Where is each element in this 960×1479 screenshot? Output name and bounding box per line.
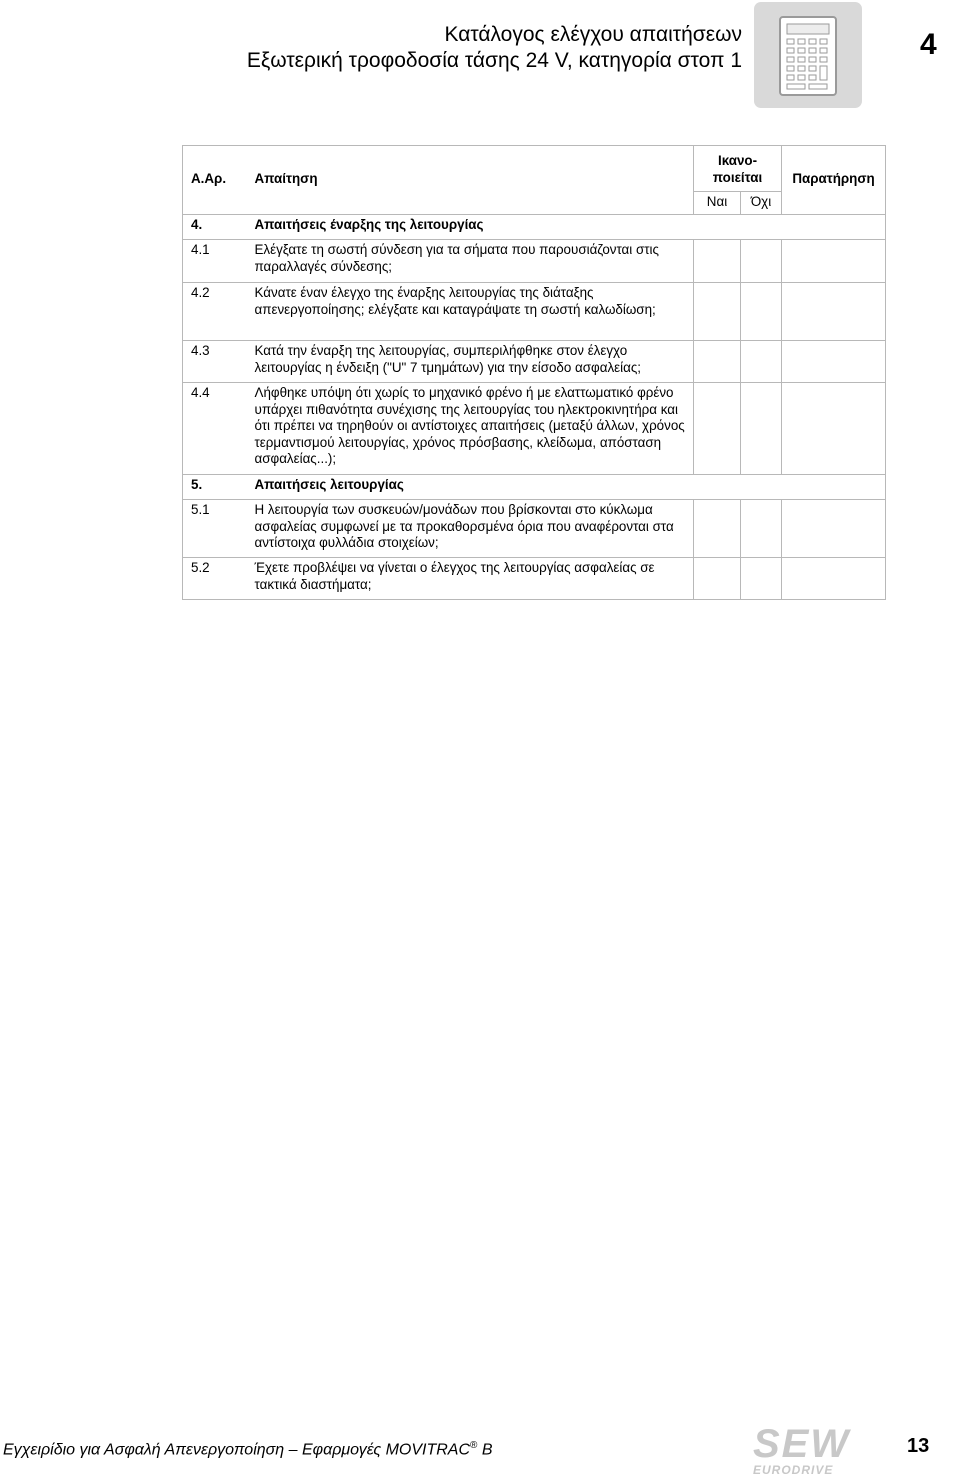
section-row bbox=[183, 475, 886, 500]
table-row bbox=[183, 558, 886, 600]
row-number: 4.3 bbox=[183, 341, 249, 383]
header-remark: Παρατήρηση bbox=[782, 146, 886, 215]
row-text: Απαιτήσεις λειτουργίας bbox=[249, 475, 886, 500]
header-requirement: Απαίτηση bbox=[249, 146, 694, 215]
yes-cell[interactable] bbox=[694, 500, 741, 558]
checklist-table bbox=[182, 145, 886, 600]
row-number: 5.1 bbox=[183, 500, 249, 558]
footer-title bbox=[3, 1440, 493, 1459]
header-yes: Ναι bbox=[694, 192, 741, 215]
header-title: Κατάλογος ελέγχου απαιτήσεων bbox=[444, 23, 742, 46]
remark-cell[interactable] bbox=[782, 341, 886, 383]
table-row bbox=[183, 341, 886, 383]
row-number: 4.2 bbox=[183, 283, 249, 341]
yes-cell[interactable] bbox=[694, 383, 741, 475]
no-cell[interactable] bbox=[741, 383, 782, 475]
chapter-number: 4 bbox=[920, 28, 937, 61]
yes-cell[interactable] bbox=[694, 240, 741, 283]
table-row bbox=[183, 500, 886, 558]
remark-cell[interactable] bbox=[782, 383, 886, 475]
table-row bbox=[183, 383, 886, 475]
table-row bbox=[183, 240, 886, 283]
no-cell[interactable] bbox=[741, 240, 782, 283]
row-number: 4.4 bbox=[183, 383, 249, 475]
row-number: 5. bbox=[183, 475, 249, 500]
row-text: Κάνατε έναν έλεγχο της έναρξης λειτουργίας της διάταξης απενεργοποίησης; ελέγξατε και καταγράψατε τη σωστή καλωδίωση; bbox=[249, 283, 694, 341]
footer-model: B bbox=[477, 1441, 493, 1459]
footer-text: Εγχειρίδιο για Ασφαλή Απενεργοποίηση – Εφαρμογές MOVITRAC bbox=[3, 1441, 471, 1459]
page-header bbox=[247, 22, 742, 74]
no-cell[interactable] bbox=[741, 500, 782, 558]
sew-eurodrive-logo bbox=[751, 1422, 857, 1477]
page-number: 13 bbox=[907, 1435, 930, 1457]
row-text: Λήφθηκε υπόψη ότι χωρίς το μηχανικό φρένο ή με ελαττωματικό φρένο υπάρχει πιθανότητα συνέχισης της λειτουργίας του ηλεκτροκινητήρα και ότι πρέπει να τηρηθούν οι αντίστοιχες απαιτήσεις (μεταξύ άλλων, χρόνος τερμαντισμού λειτουργίας, χρόνος πρόσβασης, κλείδωμα, απόσταση ασφαλείας...); bbox=[249, 383, 694, 475]
logo-sub: EURODRIVE bbox=[753, 1463, 834, 1477]
table-header-row bbox=[183, 146, 886, 192]
remark-cell[interactable] bbox=[782, 558, 886, 600]
row-text: Ελέγξατε τη σωστή σύνδεση για τα σήματα που παρουσιάζονται στις παραλλαγές σύνδεσης; bbox=[249, 240, 694, 283]
header-subtitle: Εξωτερική τροφοδοσία τάσης 24 V, κατηγορία στοπ 1 bbox=[246, 49, 742, 72]
row-text: Η λειτουργία των συσκευών/μονάδων που βρίσκονται στο κύκλωμα ασφαλείας συμφωνεί με τα προκαθορσμένα όρια που αναφέρονται στα αντίστοιχα φυλλάδια στοιχείων; bbox=[249, 500, 694, 558]
no-cell[interactable] bbox=[741, 283, 782, 341]
remark-cell[interactable] bbox=[782, 500, 886, 558]
row-text: Έχετε προβλέψει να γίνεται ο έλεγχος της λειτουργίας ασφαλείας σε τακτικά διαστήματα; bbox=[249, 558, 694, 600]
section-row bbox=[183, 215, 886, 240]
row-number: 4. bbox=[183, 215, 249, 240]
row-text: Απαιτήσεις έναρξης της λειτουργίας bbox=[249, 215, 886, 240]
yes-cell[interactable] bbox=[694, 558, 741, 600]
calculator-icon bbox=[754, 2, 862, 108]
no-cell[interactable] bbox=[741, 558, 782, 600]
yes-cell[interactable] bbox=[694, 341, 741, 383]
header-fulfilled: Ικανο-ποιείται bbox=[694, 146, 782, 192]
remark-cell[interactable] bbox=[782, 240, 886, 283]
logo-main: SEW bbox=[753, 1422, 851, 1466]
row-text: Κατά την έναρξη της λειτουργίας, συμπεριλήφθηκε στον έλεγχο λειτουργίας η ένδειξη ("U" 7 τμημάτων) για την είσοδο ασφαλείας; bbox=[249, 341, 694, 383]
registered-mark: ® bbox=[470, 1440, 478, 1451]
header-no: Όχι bbox=[741, 192, 782, 215]
remark-cell[interactable] bbox=[782, 283, 886, 341]
row-number: 5.2 bbox=[183, 558, 249, 600]
yes-cell[interactable] bbox=[694, 283, 741, 341]
table-row bbox=[183, 283, 886, 341]
no-cell[interactable] bbox=[741, 341, 782, 383]
header-number: A.Αρ. bbox=[183, 146, 249, 215]
row-number: 4.1 bbox=[183, 240, 249, 283]
